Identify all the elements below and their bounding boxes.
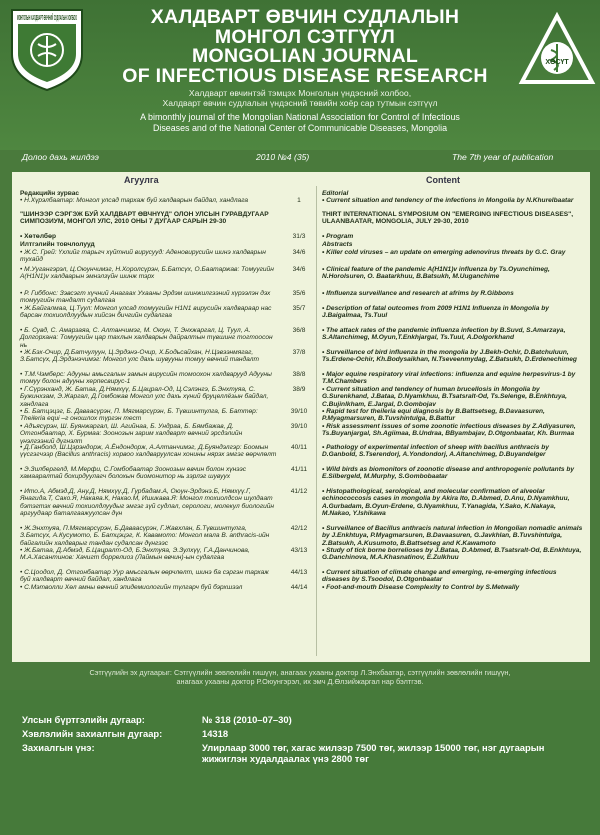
title-line-4: OF INFECTIOUS DISEASE RESEARCH bbox=[122, 64, 488, 87]
subtitle-en bbox=[20, 112, 580, 134]
subscription-number-value: 14318 bbox=[202, 728, 229, 739]
volume-label: Долоо дахь жилдээ bbox=[22, 152, 99, 162]
entry-en: • Wild birds as biomonitors of zoonotic disease and anthropogenic pollutants by E.Silbergeld, M.Murphy, S.Gombobaatar bbox=[322, 466, 575, 481]
editors-note-line-2: анагаах ухааны доктор Р.Оюунгэрэл, их эмч Д.Өлзийжаргал нар бэлтгэв. bbox=[176, 677, 424, 687]
footer-info bbox=[0, 690, 600, 835]
entry-en: • Surveillance of bird influenza in the mongolia by J.Bekh-Ochir, D.Batchuluun, Ts.Erdene-Ochir, Kh.Bodysaikhan, N.Tseveenmydag, Z.Batsukh, D.Erdenechimeg bbox=[322, 349, 577, 364]
entry-en: • Current situation of climate change and emerging, re-emerging infectious diseases by S.Tsoodol, D.Otgonbaatar bbox=[322, 569, 557, 584]
entry-mn: Илтгэлийн товчлолууд bbox=[20, 241, 95, 248]
entry-en: • The attack rates of the pandemic influenza infection by B.Suvd, S.Amarzaya, S.Altanchimeg, M.Oyun,T.Enkhjargal, Ts.Tuul, A.Dolgorkhand bbox=[322, 327, 566, 342]
entry-mn: • Ж.Байгалмаа, Ц.Туул: Монгол улсад томуугийн Н1N1 вирусийн халдвараар нас барсан тохиолдлуудын хийсэн бичгийн судалгаа bbox=[20, 305, 272, 320]
entry-en: • Current situation and tendency of the infections in Mongolia by N.Khurelbaatar bbox=[322, 197, 574, 204]
entry-en: • Ifnfluenza surveillance and research at afrims by R.Gibbons bbox=[322, 290, 514, 297]
entry-mn: • Р. Гиббонс: Зэвсэгт хүчний Анагаах Ухааны Эрдэм шинжилгээний хүрээлэн дэх томуугийн тандалт судалгаа bbox=[20, 290, 271, 305]
journal-header bbox=[0, 0, 600, 150]
entry-page: 1 bbox=[297, 197, 301, 204]
entry-mn: • С.Цоодол, Д. Отгонбаатар Уур амьсгалын өөрчлөлт, шинэ ба сэргэн тархаж буй халдварт өвчний байдал, хандлага bbox=[20, 569, 269, 584]
entry-mn: • Э.Зилбергелд, М.Мерфи, С.Гомбобаатар Зоонозын өвчин болон хүнээс хамааралтай бохирдуулагч болохын биомонитор нь зэрлэг шувуух bbox=[20, 466, 247, 481]
entry-en: • Foot-and-mouth Disease Complexity to Control by S.Metwally bbox=[322, 584, 520, 591]
publication-year-label: The 7th year of publication bbox=[452, 152, 554, 162]
entry-en: THIRT INTERNATIONAL SYMPOSIUM ON "EMERGING INFECTIOUS DISEASES", ULAANBAATAR, MONGOLIA, JULY 29-30, 2010 bbox=[322, 211, 574, 226]
subtitle-mn bbox=[60, 88, 540, 109]
entry-en: • Surveillance of Bacillus anthracis natural infection in Mongolian nomadic animals by J.Enkhtuya, P.Myagmarsuren, B.Davaasuren, G.Javkhlan, B.Tuvshintulga, Z.Batsukh, A.Kusumoto, B.Battsetseg and K.Kawamoto bbox=[322, 525, 583, 547]
entry-mn: • Адъясүрэн, Ш. Буянжаргал, Ш. Агийнаа, Б. Ундраа, Б. Бямбажав, Д. Отгонбаатар, Х. Бурмаа: Зоонозын зарим халдварт өвчний эрсдэлийн үнэлгээний дүгнэлт bbox=[20, 423, 243, 445]
entry-page: 39/10 bbox=[290, 408, 308, 415]
title-line-1: ХАЛДВАРТ ӨВЧИН СУДЛАЛЫН bbox=[150, 6, 460, 28]
subtitle-mn-line-1: Халдварт өвчинтэй тэмцэх Монголын үндэсний холбоо, bbox=[188, 88, 412, 98]
association-logo-icon bbox=[8, 6, 208, 92]
entry-mn: • Ж.Бэх-Очир, Д.Батчулуун, Ц.Эрдэнэ-Очир, Х.Бодьсайхан, Н.Цэвээнмягаг, З.Батсүх, Д.Эрдэнэчимэг: Монгол улс дахь шувууны томуу өвчний тандалт bbox=[20, 349, 259, 364]
entry-mn: • Ж.Энхтуяа, П.Мягмарсүрэн, Б.Даваасүрэн, Г.Жавхлан, Б.Түвшинтулга, З.Батсүх, А.Кусумото, Б. Батцэцэг, К. Кавамото: Монгол мала B. anthracis-ийн байгалийн халдварыг тандан судалсан дүнгээс bbox=[20, 525, 270, 547]
entry-en: Abstracts bbox=[322, 241, 353, 248]
entry-en: • Description of fatal outcomes from 2009 H1N1 Influenza in Mongolia by J.Baigalmaa, Ts.Tuul bbox=[322, 305, 549, 320]
entry-mn: • Б. Сувд, С. Амарзаяа, С. Алтанчимэг, М. Оюун, Т. Энхжаргал, Ц. Туул, А. Долгорхана: Томуугийн цар тахлын халдварын дайралтын түвшинг тогтоосон нь bbox=[20, 327, 273, 349]
entry-page: 37/8 bbox=[292, 349, 306, 356]
entry-page: 43/13 bbox=[290, 547, 308, 554]
subtitle-mn-line-2: Халдварт өвчин судлалын үндэсний төвийн хоёр сар тутмын сэтгүүл bbox=[162, 98, 438, 109]
editors-note bbox=[15, 668, 585, 686]
entry-page: 40/11 bbox=[290, 444, 307, 451]
entry-mn: • Хөтөлбөр bbox=[20, 233, 57, 240]
contents-heading-en: Content bbox=[426, 175, 460, 185]
entry-mn: • С.Мэтволли Хөл амны өвчний эпидемиологийн түлгарч буй бэрхшээл bbox=[20, 584, 243, 591]
issue-bar bbox=[0, 150, 600, 164]
subtitle-en-line-1: A bimonthly journal of the Mongolian National Association for Control of Infectious bbox=[140, 112, 460, 122]
entry-page: 38/9 bbox=[292, 386, 306, 393]
entry-page: 34/6 bbox=[292, 266, 306, 273]
nccd-logo-icon bbox=[518, 12, 596, 88]
entry-page: 41/11 bbox=[290, 466, 307, 473]
price-value: Улирлаар 3000 төг, хагас жилээр 7500 төг, жилээр 15000 төг, нэг дугаарын жижиглэн худалдаалах үнэ 2800 төг bbox=[202, 742, 545, 764]
entry-en: • Pathology of experimental infection of sheep with bacillus anthracis by D.Ganbold, S.Tserendorj, A.Yondondorj, A.Altanchimeg, D.Buyandelger bbox=[322, 444, 549, 459]
editors-note-line-1: Сэтгүүлийн эх дугаарыг: Сэтгүүлийн зөвлөлийн гишүүн, анагаах ухааны доктор Л.Энхбаатар, сэтгүүлийн зөвлөлийн гишүүн, bbox=[89, 668, 511, 677]
entry-en: • Risk assessment issues of some zoonotic infectious diseases by Z.Adiyasuren, Ts.Buyanjargal, Sh.Agiimaa, B.Undraa, BByambajav, D.Otgonbaatar, Kh. Burmaa bbox=[322, 423, 576, 438]
entry-en: • Killer cold viruses – an update on emerging adenovirus threats by G.C. Gray bbox=[322, 249, 566, 256]
entry-mn: Редакцийн зурвас bbox=[20, 190, 80, 197]
entry-page: 35/7 bbox=[292, 305, 306, 312]
entry-page: 38/8 bbox=[292, 371, 306, 378]
entry-mn: • Б. Батцэцэг, Б. Даваасүрэн, П. Мягмарсүрэн, Б. Түвшинтулга, Б. Баттөр: Theileria equi –г оношлох түргэн тест bbox=[20, 408, 258, 423]
entry-mn: • Ж.Батаа, Д.Абмэд, Б.Цацралт-Од, Б.Энхтуяа, Э.Зулхүү, Г.А.Данчинова, М.А.Хасантинов: Хачигт боррелиоз (Лаймын өвчин)-ын судалгаа bbox=[20, 547, 250, 562]
entry-mn: • Т.М.Чэмберс: Адууны амьсгалын замын вирусийн томоохон халдварууд Адууны томуу болон адууны херпесвирус-1 bbox=[20, 371, 272, 386]
entry-en: • Study of tick borne borrelioses by J.Bataa, D.Abmed, B.Tsatsralt-Od, B.Enkhtuya, G.Danchinova, M.A.Khasnatinov, E.Zulkhuu bbox=[322, 547, 582, 562]
entry-page: 34/6 bbox=[292, 249, 306, 256]
table-of-contents bbox=[12, 172, 590, 662]
entry-page: 39/10 bbox=[290, 423, 308, 430]
entry-mn: • Ж.С. Грей: Үхлийг тарьгч хүйтний вирусууд: Аденовирусийн шинэ халдварын тухайд bbox=[20, 249, 266, 264]
registration-label: Улсын бүртгэлийн дугаар: bbox=[22, 714, 145, 725]
entry-page: 35/6 bbox=[292, 290, 306, 297]
entry-page: 44/14 bbox=[290, 584, 308, 591]
subscription-number-label: Хэвлэлийн захиалгын дугаар: bbox=[22, 728, 163, 739]
subtitle-en-line-2: Diseases and of the National Center of Communicable Diseases, Mongolia bbox=[152, 123, 447, 134]
registration-value: № 318 (2010–07–30) bbox=[202, 714, 292, 725]
entry-en: Editorial bbox=[322, 190, 349, 197]
entry-en: • Current situation and tendency of human brucellosis in Mongolia by G.Surenkhand, J.Bataa, D.Nyamkhuu, B.Tsatsralt-Od, Ts.Selenge, B.Enkhtuya, C.Bujinlkham, E.Jargal, D.Gombojav bbox=[322, 386, 568, 408]
contents-heading-mn: Агуулга bbox=[124, 175, 159, 185]
title-line-2: МОНГОЛ СЭТГҮҮЛ bbox=[214, 25, 396, 48]
logo-right-text: ХӨСҮТ bbox=[545, 59, 569, 66]
entry-page: 42/12 bbox=[290, 525, 308, 532]
entry-mn: • М.Уугангэрэл, Ц.Оюунчимэг, Н.Хоролсүрэн, Б.Батсүх, О.Баатаржав: Томуугийн А(H1N1)v халдварын эмнэлзүйн шинж тэрх bbox=[20, 266, 274, 281]
entry-page: 36/8 bbox=[292, 327, 306, 334]
journal-title bbox=[96, 8, 514, 86]
entry-page: 44/13 bbox=[290, 569, 308, 576]
entry-en: • Major equine respiratory viral infections: influenza and equine herpesvirus-1 by T.M.Chambers bbox=[322, 371, 576, 386]
title-line-3: MONGOLIAN JOURNAL bbox=[191, 45, 419, 67]
entry-en: • Rapid test for theileria equi diagnosis by B.Battsetseg, B.Davaasuren, P.Myagmarsuren, B.Tuvshintulga, B.Battur bbox=[322, 408, 545, 423]
logo-left-text: МОНГОЛЫН ХАЛДВАРТ ӨВЧНИЙ СУДЛАЛЫН ХОЛБОО bbox=[17, 15, 208, 22]
entry-page: 41/12 bbox=[290, 488, 308, 495]
entry-page: 31/3 bbox=[292, 233, 306, 240]
entry-en: • Histopathological, serological, and molecular confirmation of alveolar echinococcosis cases in mongolia by Akira Ito, D.Abmed, D.Anu, D.Nyamkhuu, A.Gurbadam, B.Oyun-Erdene, G.Nyamkhuu, T.Yanagida, Y.Sako, K.Nakaya, M.Nakao, Y.Ishikawa bbox=[322, 488, 570, 517]
entry-mn: • Н.Хүрэлбаатар: Монгол улсад тархаж буй халдварын байдал, хандлага bbox=[20, 197, 249, 204]
entry-mn: • Д.Ганболд, Ш.Цэрэндорж, А.Ёндондорж, А.Алтанчимэг, Д.Буяндэлгэр: Боомын үүсгэгчээр (Bacillus anthracis) хорвоо халдваруулсан хонины нярэх эмгэг өөрчлөлт bbox=[20, 444, 277, 459]
entry-mn: • Г.Сүрэнханд, Ж. Батаа, Д.Нямхүү, Б.Цацрал-Од, Ц.Сэлэнгэ, Б.Энхтуяа, С. Бужинхзам, Э.Жаргал, Д.Гомбожав Монгол улс дахь хүний бруцеллёзын байдал, хандлага bbox=[20, 386, 269, 408]
entry-en: • Program bbox=[322, 233, 354, 240]
issue-number: 2010 №4 (35) bbox=[256, 152, 310, 162]
price-label: Захиалгын үнэ: bbox=[22, 742, 95, 753]
entry-mn: "ШИНЭЭР СЭРГЭЖ БУЙ ХАЛДВАРТ ӨВЧНҮҮД" ОЛОН УЛСЫН ГУРАВДУГААР СИМПОЗИУМ, МОНГОЛ УЛС, 2010 ОНЫ 7 ДУГААР САРЫН 29-30 bbox=[20, 211, 269, 226]
entry-en: • Clinical feature of the pandemic A(H1N1)v influenza by Ts.Oyunchimeg, N.Horolsuren, O. Baatarkhuu, B.Batsukh, M.Uuganchime bbox=[322, 266, 550, 281]
entry-mn: • Ито.А, Абмэд.Д, Ану.Д, Нямхүү.Д, Гурбадам.А, Оюун-Эрдэнэ.Б, Нямхүү.Г, Янагида.Т, Сако.Я, Накаяа.К, Накао.М, Ишикава.Я: Монгол тохиолдсон шулдаат бэтэгтэх өвчний тохиолдлуудыг эмгэг зүй судлал, серологи, молекул биологийн аргуудаар баталгаажуулсан дүн bbox=[20, 488, 275, 517]
column-divider bbox=[316, 186, 317, 656]
